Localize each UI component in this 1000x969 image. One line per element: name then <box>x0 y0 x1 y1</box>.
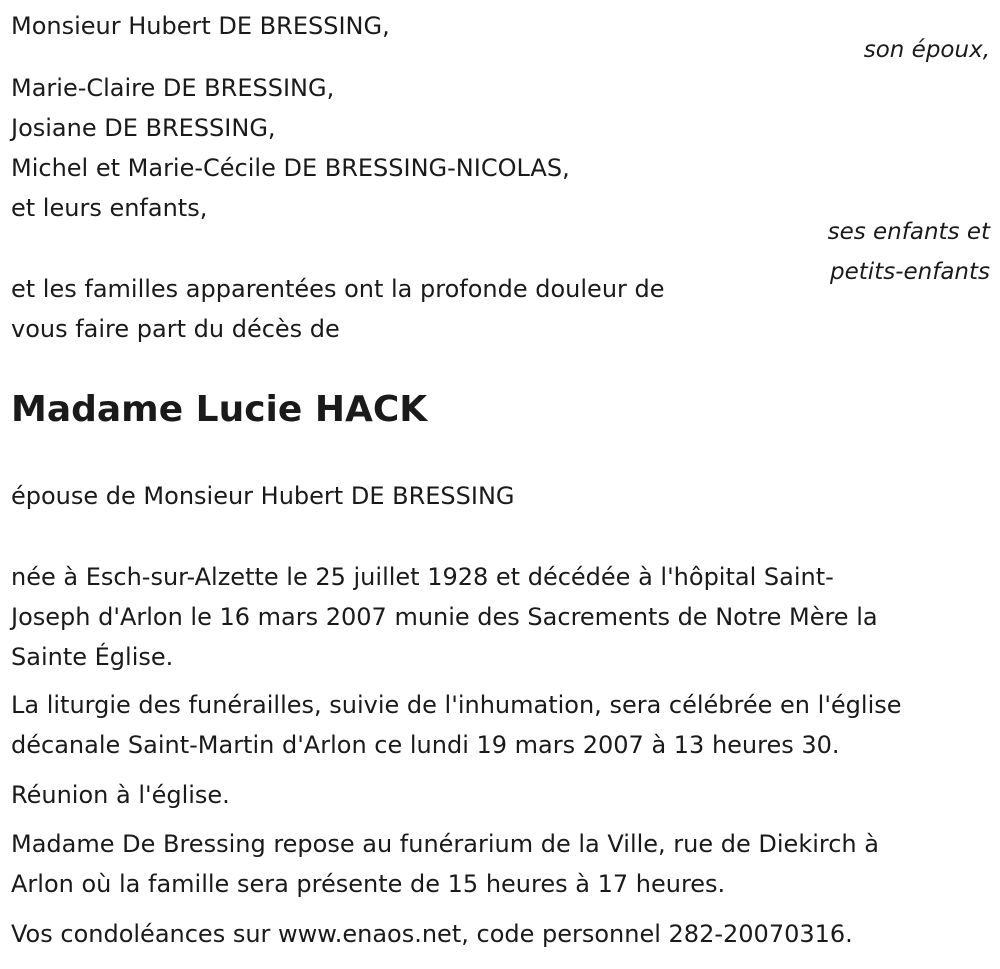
birth-line: Sainte Église. <box>11 643 174 671</box>
birth-line: née à Esch-sur-Alzette le 25 juillet 1928 et décédée à l'hôpital Saint- <box>11 563 834 591</box>
child-line: Michel et Marie-Cécile DE BRESSING-NICOLAS, <box>11 154 570 182</box>
rest-line: Arlon où la famille sera présente de 15 heures à 17 heures. <box>11 870 726 898</box>
meeting-line: Réunion à l'église. <box>11 781 230 809</box>
families-line: vous faire part du décès de <box>11 315 340 343</box>
liturgy-line: La liturgie des funérailles, suivie de l'inhumation, sera célébrée en l'église <box>11 691 902 719</box>
deceased-name: Madame Lucie HACK <box>11 389 428 430</box>
rest-line: Madame De Bressing repose au funérarium de la Ville, rue de Diekirch à <box>11 830 879 858</box>
condolences-line: Vos condoléances sur www.enaos.net, code personnel 282-20070316. <box>11 920 853 948</box>
birth-line: Joseph d'Arlon le 16 mars 2007 munie des Sacrements de Notre Mère la <box>11 603 878 631</box>
husband-role: son époux, <box>863 37 990 63</box>
child-line: Josiane DE BRESSING, <box>11 114 276 142</box>
spouse-line: épouse de Monsieur Hubert DE BRESSING <box>11 482 515 510</box>
families-line: et les familles apparentées ont la profonde douleur de <box>11 275 665 303</box>
children-role: ses enfants et <box>827 219 990 245</box>
child-line: et leurs enfants, <box>11 194 208 222</box>
children-role: petits-enfants <box>830 259 990 285</box>
child-line: Marie-Claire DE BRESSING, <box>11 74 335 102</box>
husband-line: Monsieur Hubert DE BRESSING, <box>11 12 390 40</box>
liturgy-line: décanale Saint-Martin d'Arlon ce lundi 19 mars 2007 à 13 heures 30. <box>11 731 840 759</box>
